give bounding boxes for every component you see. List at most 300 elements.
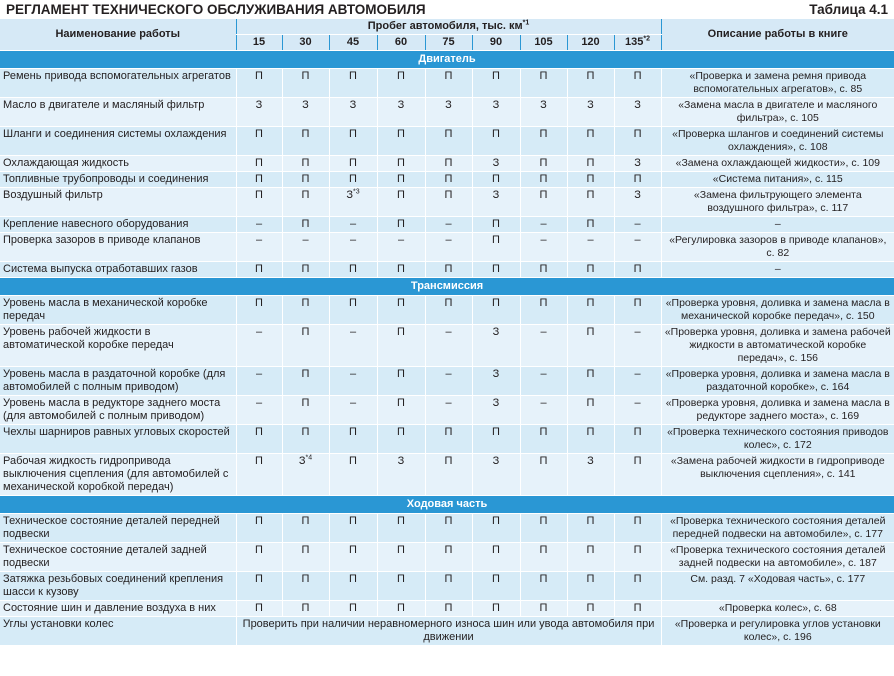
interval-value: З xyxy=(445,99,452,111)
interval-cell xyxy=(472,396,520,425)
book-reference: «Проверка уровня, доливка и замена масла в редукторе заднего моста», с. 169 xyxy=(661,396,894,425)
interval-cell xyxy=(614,98,661,127)
mileage-footnote: *1 xyxy=(522,19,530,27)
work-name: Топливные трубопроводы и соединения xyxy=(0,172,236,188)
interval-cell xyxy=(425,514,472,543)
interval-cell xyxy=(236,396,282,425)
interval-cell xyxy=(236,217,282,233)
mileage-label: Пробег автомобиля, тыс. км xyxy=(367,20,523,32)
interval-value: З xyxy=(492,99,500,111)
interval-value: З xyxy=(492,189,500,201)
interval-cell xyxy=(472,425,520,454)
interval-cell xyxy=(377,396,425,425)
interval-cell xyxy=(520,188,567,217)
interval-cell xyxy=(567,601,614,617)
interval-value: П xyxy=(586,602,595,614)
interval-cell xyxy=(329,396,377,425)
interval-value: З xyxy=(492,455,500,467)
km-75-header xyxy=(425,35,472,51)
book-reference: «Регулировка зазоров в приводе клапанов», с. 82 xyxy=(661,233,894,262)
table-row xyxy=(0,296,894,325)
interval-value: – xyxy=(255,218,263,230)
interval-cell xyxy=(567,514,614,543)
interval-value: П xyxy=(492,263,500,275)
interval-cell xyxy=(377,543,425,572)
interval-value: П xyxy=(444,297,453,309)
interval-cell xyxy=(425,296,472,325)
interval-cell xyxy=(236,296,282,325)
interval-cell xyxy=(567,367,614,396)
interval-value: П xyxy=(255,573,263,585)
interval-value: П xyxy=(539,157,548,169)
interval-value: П xyxy=(301,602,310,614)
interval-value: П xyxy=(397,426,405,438)
interval-value: П xyxy=(349,128,357,140)
interval-cell xyxy=(282,601,329,617)
interval-cell xyxy=(329,69,377,98)
km-label: 15 xyxy=(252,36,266,48)
book-reference: «Проверка технического состояния деталей задней подвески на автомобиле», с. 187 xyxy=(661,543,894,572)
book-reference: «Проверка уровня, доливка и замена масла в механической коробке передач», с. 150 xyxy=(661,296,894,325)
interval-cell xyxy=(614,172,661,188)
interval-cell xyxy=(520,262,567,278)
interval-cell xyxy=(567,188,614,217)
interval-value: П xyxy=(397,397,405,409)
interval-value: П xyxy=(492,573,500,585)
interval-value: – xyxy=(445,397,452,409)
interval-cell xyxy=(614,69,661,98)
interval-value: – xyxy=(540,397,547,409)
interval-value: П xyxy=(301,573,310,585)
interval-cell xyxy=(520,572,567,601)
interval-value: – xyxy=(540,368,547,380)
interval-cell xyxy=(282,543,329,572)
work-name: Воздушный фильтр xyxy=(0,188,236,217)
book-reference: «Замена масла в двигателе и масляного фильтра», с. 105 xyxy=(661,98,894,127)
desc-column-label: Описание работы в книге xyxy=(707,28,848,40)
interval-value: П xyxy=(255,426,263,438)
table-row xyxy=(0,69,894,98)
interval-value: П xyxy=(492,515,500,527)
interval-cell xyxy=(425,367,472,396)
interval-cell xyxy=(282,572,329,601)
interval-cell xyxy=(567,156,614,172)
table-row xyxy=(0,325,894,367)
interval-value: П xyxy=(492,234,500,246)
table-row xyxy=(0,514,894,543)
interval-cell xyxy=(329,454,377,496)
interval-value: П xyxy=(633,426,642,438)
interval-cell xyxy=(472,296,520,325)
book-reference: «Система питания», с. 115 xyxy=(661,172,894,188)
interval-value: П xyxy=(397,602,405,614)
interval-cell xyxy=(236,262,282,278)
interval-cell xyxy=(567,262,614,278)
interval-value: П xyxy=(397,297,405,309)
interval-cell xyxy=(282,217,329,233)
interval-cell xyxy=(520,172,567,188)
interval-value: П xyxy=(586,544,595,556)
name-column-label: Наименование работы xyxy=(55,28,181,40)
table-row xyxy=(0,425,894,454)
interval-value: П xyxy=(255,263,263,275)
interval-value: З xyxy=(492,368,500,380)
interval-cell xyxy=(282,156,329,172)
interval-value: П xyxy=(539,573,548,585)
section-row xyxy=(0,51,894,69)
table-row xyxy=(0,543,894,572)
work-name: Техническое состояние деталей задней подвески xyxy=(0,543,236,572)
table-row xyxy=(0,367,894,396)
work-name: Проверка зазоров в приводе клапанов xyxy=(0,233,236,262)
interval-value: П xyxy=(539,544,548,556)
km-120-header xyxy=(567,35,614,51)
interval-cell xyxy=(614,425,661,454)
interval-cell xyxy=(567,572,614,601)
interval-cell xyxy=(472,188,520,217)
interval-value: П xyxy=(444,263,453,275)
work-name: Ремень привода вспомогательных агрегатов xyxy=(0,69,236,98)
interval-cell xyxy=(329,217,377,233)
interval-cell xyxy=(425,396,472,425)
interval-value: П xyxy=(586,173,595,185)
interval-value: П xyxy=(255,189,263,201)
km-label: 75 xyxy=(442,36,455,48)
book-reference: «Замена охлаждающей жидкости», с. 109 xyxy=(661,156,894,172)
interval-value: П xyxy=(397,515,405,527)
interval-value: П xyxy=(301,218,310,230)
interval-value: П xyxy=(349,297,357,309)
interval-cell xyxy=(520,601,567,617)
interval-value: З xyxy=(587,455,594,467)
km-label: 135 xyxy=(625,36,644,48)
interval-cell xyxy=(520,514,567,543)
interval-cell xyxy=(377,233,425,262)
span-note: Проверить при наличии неравномерного износа шин или увода автомобиля при движении xyxy=(236,617,661,646)
interval-cell xyxy=(567,296,614,325)
interval-value: П xyxy=(255,297,263,309)
interval-value: П xyxy=(539,173,548,185)
interval-cell xyxy=(425,601,472,617)
interval-value: – xyxy=(540,234,547,246)
interval-value: П xyxy=(444,573,453,585)
interval-cell xyxy=(472,233,520,262)
interval-cell xyxy=(567,69,614,98)
book-reference: «Замена фильтрующего элемента воздушного фильтра», с. 117 xyxy=(661,188,894,217)
interval-cell xyxy=(520,98,567,127)
interval-cell xyxy=(377,601,425,617)
interval-value: П xyxy=(349,602,357,614)
interval-value: П xyxy=(255,128,263,140)
interval-value: П xyxy=(301,297,310,309)
table-row xyxy=(0,454,894,496)
interval-cell xyxy=(425,188,472,217)
interval-value: П xyxy=(539,128,548,140)
km-60-header xyxy=(377,35,425,51)
interval-value: – xyxy=(445,368,452,380)
interval-value: З xyxy=(255,99,263,111)
interval-cell xyxy=(614,601,661,617)
interval-value: З xyxy=(540,99,547,111)
interval-value: П xyxy=(444,157,453,169)
interval-value: П xyxy=(492,70,500,82)
work-name: Углы установки колес xyxy=(0,617,236,646)
interval-value: П xyxy=(492,426,500,438)
book-reference: «Проверка колес», с. 68 xyxy=(661,601,894,617)
interval-cell xyxy=(567,396,614,425)
interval-value: П xyxy=(255,70,263,82)
interval-value: П xyxy=(586,326,595,338)
interval-value: П xyxy=(586,573,595,585)
interval-value: П xyxy=(633,70,642,82)
interval-cell xyxy=(472,601,520,617)
interval-cell xyxy=(614,325,661,367)
table-row xyxy=(0,172,894,188)
interval-cell xyxy=(236,543,282,572)
header-row xyxy=(0,19,894,35)
interval-value: З xyxy=(634,157,641,169)
km-105-header xyxy=(520,35,567,51)
interval-value: П xyxy=(586,263,595,275)
table-row xyxy=(0,156,894,172)
book-reference: «Проверка и регулировка углов установки колес», с. 196 xyxy=(661,617,894,646)
interval-cell xyxy=(236,367,282,396)
interval-value: З xyxy=(492,157,500,169)
interval-cell xyxy=(377,325,425,367)
interval-cell xyxy=(567,233,614,262)
book-reference: «Замена рабочей жидкости в гидроприводе выключения сцепления», с. 141 xyxy=(661,454,894,496)
interval-cell xyxy=(520,296,567,325)
interval-value: – xyxy=(634,397,641,409)
document-title: РЕГЛАМЕНТ ТЕХНИЧЕСКОГО ОБСЛУЖИВАНИЯ АВТОМОБИЛЯ xyxy=(6,2,426,17)
interval-value: – xyxy=(445,234,452,246)
interval-value: П xyxy=(444,455,453,467)
interval-cell xyxy=(329,127,377,156)
km-30-header xyxy=(282,35,329,51)
interval-cell xyxy=(425,172,472,188)
interval-cell xyxy=(520,127,567,156)
interval-value: П xyxy=(586,128,595,140)
interval-value: П xyxy=(349,70,357,82)
table-row xyxy=(0,601,894,617)
interval-cell xyxy=(329,98,377,127)
interval-value: П xyxy=(586,426,595,438)
interval-value: З xyxy=(587,99,594,111)
interval-cell xyxy=(472,69,520,98)
interval-value: П xyxy=(301,397,310,409)
interval-value: З xyxy=(349,99,357,111)
interval-value: З xyxy=(634,99,641,111)
interval-cell xyxy=(329,233,377,262)
interval-cell xyxy=(377,262,425,278)
interval-cell xyxy=(236,572,282,601)
book-reference: «Проверка технического состояния деталей передней подвески на автомобиле», с. 177 xyxy=(661,514,894,543)
interval-cell xyxy=(425,69,472,98)
interval-value: – xyxy=(255,368,263,380)
interval-value: – xyxy=(349,397,357,409)
interval-value: П xyxy=(349,157,357,169)
interval-value: П xyxy=(586,70,595,82)
interval-cell xyxy=(282,188,329,217)
interval-value: П xyxy=(492,128,500,140)
interval-value: П xyxy=(586,368,595,380)
interval-cell xyxy=(472,543,520,572)
interval-cell xyxy=(614,156,661,172)
interval-value: П xyxy=(349,573,357,585)
interval-cell xyxy=(236,156,282,172)
interval-cell xyxy=(236,98,282,127)
mileage-header xyxy=(236,19,661,35)
interval-cell xyxy=(614,188,661,217)
interval-value: П xyxy=(255,455,263,467)
book-reference: «Проверка и замена ремня привода вспомогательных агрегатов», с. 85 xyxy=(661,69,894,98)
interval-cell xyxy=(282,127,329,156)
work-name: Охлаждающая жидкость xyxy=(0,156,236,172)
table-body xyxy=(0,51,894,646)
interval-cell xyxy=(567,543,614,572)
interval-cell xyxy=(329,156,377,172)
interval-value: – xyxy=(634,218,641,230)
interval-cell xyxy=(236,69,282,98)
section-title: Двигатель xyxy=(0,51,894,69)
interval-cell xyxy=(472,217,520,233)
interval-value: П xyxy=(633,297,642,309)
interval-value: З xyxy=(492,397,500,409)
interval-value: П xyxy=(444,426,453,438)
interval-value: П xyxy=(539,602,548,614)
interval-cell xyxy=(282,262,329,278)
interval-cell xyxy=(329,262,377,278)
interval-value: П xyxy=(255,173,263,185)
work-name: Уровень рабочей жидкости в автоматической коробке передач xyxy=(0,325,236,367)
interval-value: П xyxy=(349,426,357,438)
interval-cell xyxy=(520,367,567,396)
interval-cell xyxy=(425,156,472,172)
interval-cell xyxy=(377,188,425,217)
interval-cell xyxy=(236,601,282,617)
interval-cell xyxy=(614,262,661,278)
interval-value: П xyxy=(633,544,642,556)
interval-value: – xyxy=(349,218,357,230)
interval-cell xyxy=(520,156,567,172)
work-name: Уровень масла в редукторе заднего моста (для автомобилей с полным приводом) xyxy=(0,396,236,425)
interval-cell xyxy=(377,572,425,601)
interval-value: П xyxy=(539,70,548,82)
interval-cell xyxy=(377,127,425,156)
interval-value: П xyxy=(492,544,500,556)
interval-value: – xyxy=(634,326,641,338)
interval-cell xyxy=(614,454,661,496)
interval-cell xyxy=(567,172,614,188)
interval-cell xyxy=(472,367,520,396)
book-reference: «Проверка технического состояния приводов колес», с. 172 xyxy=(661,425,894,454)
interval-value: З xyxy=(302,99,309,111)
interval-value: П xyxy=(492,218,500,230)
interval-value: П xyxy=(349,263,357,275)
interval-value: П xyxy=(255,157,263,169)
interval-cell xyxy=(567,98,614,127)
interval-cell xyxy=(425,262,472,278)
interval-cell xyxy=(377,367,425,396)
km-footnote: *2 xyxy=(643,35,651,43)
interval-value: П xyxy=(397,173,405,185)
interval-value: П xyxy=(586,397,595,409)
interval-cell xyxy=(614,367,661,396)
interval-cell xyxy=(520,425,567,454)
interval-cell xyxy=(236,454,282,496)
interval-value: – xyxy=(445,326,452,338)
book-reference: – xyxy=(661,262,894,278)
interval-value: П xyxy=(633,455,642,467)
interval-value: П xyxy=(301,70,310,82)
interval-cell xyxy=(520,454,567,496)
desc-column-header xyxy=(661,19,894,51)
interval-cell xyxy=(282,233,329,262)
interval-cell xyxy=(614,233,661,262)
interval-cell xyxy=(236,172,282,188)
interval-cell xyxy=(614,296,661,325)
km-45-header xyxy=(329,35,377,51)
interval-cell xyxy=(282,296,329,325)
work-name: Техническое состояние деталей передней подвески xyxy=(0,514,236,543)
interval-value: П xyxy=(492,173,500,185)
interval-cell xyxy=(377,172,425,188)
interval-cell xyxy=(567,454,614,496)
interval-value: П xyxy=(301,515,310,527)
interval-cell xyxy=(377,454,425,496)
interval-value: П xyxy=(539,426,548,438)
interval-cell xyxy=(472,454,520,496)
interval-cell xyxy=(329,572,377,601)
interval-cell xyxy=(520,217,567,233)
table-row xyxy=(0,188,894,217)
interval-cell xyxy=(614,543,661,572)
interval-value: П xyxy=(397,70,405,82)
km-15-header xyxy=(236,35,282,51)
interval-value: П xyxy=(397,544,405,556)
interval-value: П xyxy=(633,573,642,585)
interval-cell xyxy=(425,425,472,454)
interval-value: П xyxy=(397,368,405,380)
book-reference: «Проверка уровня, доливка и замена рабочей жидкости в автоматической коробке передач», с. 156 xyxy=(661,325,894,367)
interval-cell xyxy=(236,514,282,543)
interval-cell xyxy=(282,454,329,496)
interval-value: П xyxy=(397,573,405,585)
interval-cell xyxy=(377,514,425,543)
interval-value: П xyxy=(397,128,405,140)
table-row xyxy=(0,572,894,601)
interval-cell xyxy=(425,572,472,601)
interval-value: П xyxy=(255,544,263,556)
interval-value: П xyxy=(301,426,310,438)
interval-cell xyxy=(472,172,520,188)
table-row xyxy=(0,127,894,156)
interval-cell xyxy=(520,69,567,98)
section-title: Ходовая часть xyxy=(0,496,894,514)
interval-cell xyxy=(567,127,614,156)
work-name: Уровень масла в механической коробке передач xyxy=(0,296,236,325)
work-name: Чехлы шарниров равных угловых скоростей xyxy=(0,425,236,454)
interval-cell xyxy=(282,325,329,367)
interval-value: П xyxy=(301,189,310,201)
km-90-header xyxy=(472,35,520,51)
interval-cell xyxy=(329,172,377,188)
interval-value: П xyxy=(633,263,642,275)
table-row xyxy=(0,233,894,262)
book-reference: – xyxy=(661,217,894,233)
interval-value: З xyxy=(346,189,354,201)
interval-value: П xyxy=(586,189,595,201)
